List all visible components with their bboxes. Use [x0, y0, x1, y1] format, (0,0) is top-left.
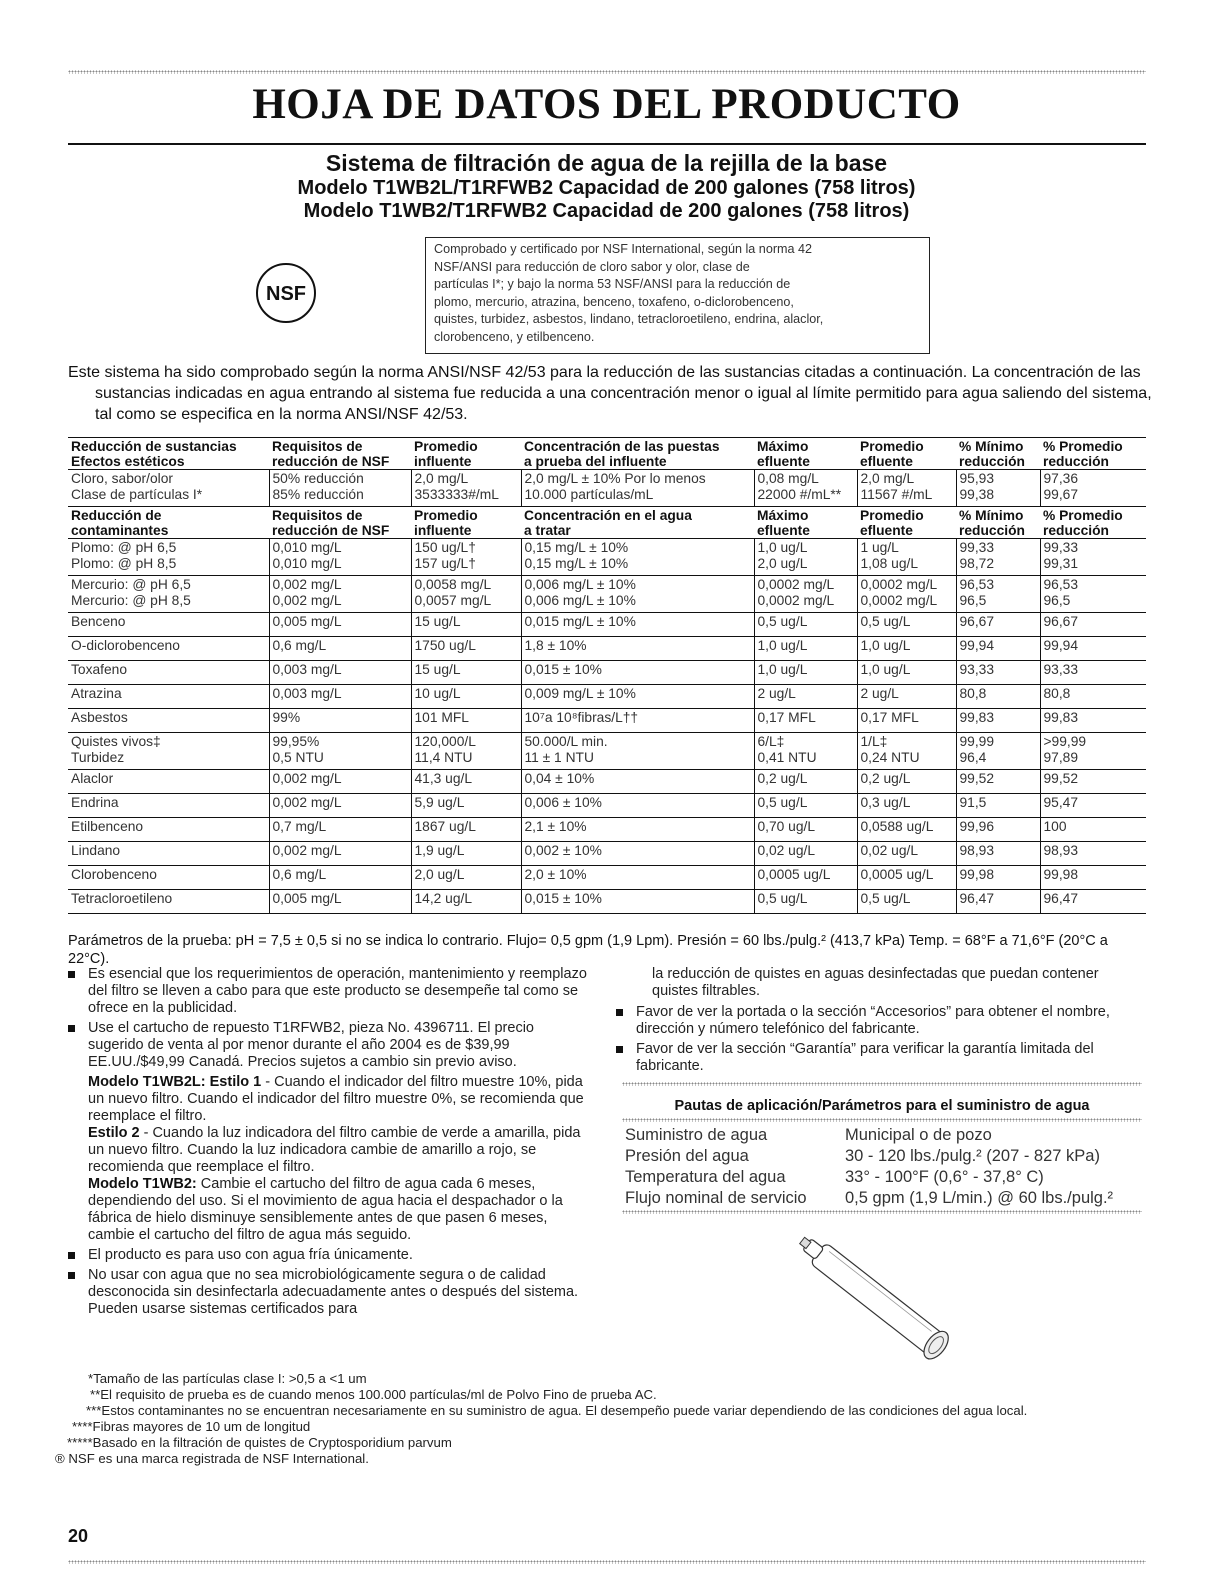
table-cell: 95,93 99,38 — [956, 470, 1040, 507]
guideline-value: 30 - 120 lbs./pulg.² (207 - 827 kPa) — [845, 1147, 1100, 1165]
table-cell: 0,002 mg/L 0,002 mg/L — [269, 576, 411, 613]
table-cell: 0,6 mg/L — [269, 637, 411, 661]
column-header: Promedio influente — [414, 439, 478, 469]
table-cell: Cloro, sabor/olor Clase de partículas I* — [71, 471, 203, 502]
table-cell: 0,5 ug/L — [857, 890, 956, 914]
top-dotted-rule — [68, 70, 1146, 74]
table-cell: 96,47 — [956, 890, 1040, 914]
guideline-label: Flujo nominal de servicio — [625, 1189, 807, 1207]
table-cell: 91,5 — [956, 794, 1040, 818]
table-cell: 95,47 — [1040, 794, 1146, 818]
column-header: Máximo efluente — [757, 439, 810, 469]
model-line-2: Modelo T1WB2/T1RFWB2 Capacidad de 200 galones (758 litros) — [303, 200, 910, 222]
bullet-text: Es esencial que los requerimientos de operación, mantenimiento y reemplazo del filtro se lleven a cabo para que este producto se desempeñe tal como se ofrece en la publicidad. — [88, 966, 587, 1016]
table-cell: Toxafeno — [71, 662, 127, 677]
model-t1wb2l-note — [68, 1074, 588, 1125]
table-cell: 0,7 mg/L — [269, 818, 411, 842]
column-header: Reducción de sustancias Efectos estéticos — [71, 439, 237, 469]
table-cell: 0,005 mg/L — [269, 613, 411, 637]
table-cell: Quistes vivos‡ Turbidez — [71, 734, 161, 765]
model-label: Modelo T1WB2L: — [88, 1074, 206, 1090]
filter-cartridge-icon — [780, 1230, 980, 1370]
footnote: **El requisito de prueba es de cuando menos 100.000 partículas/ml de Polvo Fino de prueba AC. — [90, 1387, 657, 1402]
table-cell: Tetracloroetileno — [71, 891, 173, 906]
table-header-row — [68, 438, 1146, 470]
table-row — [68, 866, 1146, 890]
table-cell: 96,47 — [1040, 890, 1146, 914]
bullet-icon — [68, 971, 75, 978]
table-cell: 99,99 96,4 — [956, 733, 1040, 770]
list-item — [68, 1247, 588, 1264]
table-cell: 1 ug/L 1,08 ug/L — [857, 539, 956, 576]
performance-data-table — [68, 437, 1146, 914]
table-cell: 0,0058 mg/L 0,0057 mg/L — [411, 576, 521, 613]
style-label: Estilo 2 — [88, 1125, 140, 1141]
table-cell: 99,52 — [956, 770, 1040, 794]
table-cell: 0,5 ug/L — [754, 794, 857, 818]
table-cell: 2,0 mg/L ± 10% Por lo menos 10.000 partículas/mL — [521, 470, 754, 507]
table-row — [68, 733, 1146, 770]
table-cell: 96,53 96,5 — [1040, 576, 1146, 613]
table-row — [68, 613, 1146, 637]
table-cell: 99,94 — [956, 637, 1040, 661]
table-cell: 1,9 ug/L — [411, 842, 521, 866]
table-cell: 2,1 ± 10% — [521, 818, 754, 842]
certification-box — [425, 237, 930, 354]
model-text: Cambie el cartucho del filtro de agua cada 6 meses, dependiendo del uso. Si el movimiento de agua hacia el despachador o la fábrica de hielo disminuye sensiblemente antes de que pasen 6 meses, cambie el cartucho del filtro de agua más seguido. — [88, 1176, 563, 1243]
table-cell: 0,002 mg/L — [269, 794, 411, 818]
list-item — [68, 1267, 588, 1318]
table-cell: Asbestos — [71, 710, 128, 725]
list-item — [616, 1004, 1146, 1038]
footnote: *Tamaño de las partículas clase I: >0,5 a <1 um — [88, 1371, 367, 1386]
model-t1wb2-note — [68, 1176, 588, 1244]
column-header: Requisitos de reducción de NSF — [272, 439, 390, 469]
table-cell: 0,02 ug/L — [754, 842, 857, 866]
table-row — [68, 794, 1146, 818]
table-cell: 0,04 ± 10% — [521, 770, 754, 794]
table-cell: 80,8 — [956, 685, 1040, 709]
table-cell: 0,010 mg/L 0,010 mg/L — [269, 539, 411, 576]
table-cell: Alaclor — [71, 771, 114, 786]
footnote: ***Estos contaminantes no se encuentran necesariamente en su suministro de agua. El desempeño puede variar dependiendo de las condiciones del agua local. — [86, 1403, 1028, 1418]
table-cell: 0,5 ug/L — [754, 890, 857, 914]
column-header: Promedio efluente — [860, 508, 924, 538]
table-cell: 0,6 mg/L — [269, 866, 411, 890]
table-cell: 0,0002 mg/L 0,0002 mg/L — [857, 576, 956, 613]
bullet-icon — [616, 1009, 623, 1016]
table-cell: 0,17 MFL — [754, 709, 857, 733]
test-parameters-text: Parámetros de la prueba: pH = 7,5 ± 0,5 si no se indica lo contrario. Flujo= 0,5 gpm (1,9 Lpm). Presión = 60 lbs./pulg.² (413,7 kPa) Temp. = 68°F a 71,6°F (20°C a 22°C). — [68, 933, 1108, 967]
table-cell: 10⁷a 10⁸fibras/L†† — [521, 709, 754, 733]
footnote: ® NSF es una marca registrada de NSF International. — [55, 1451, 369, 1466]
table-cell: 0,009 mg/L ± 10% — [521, 685, 754, 709]
table-cell: 2,0 ug/L — [411, 866, 521, 890]
table-cell: 0,5 ug/L — [857, 613, 956, 637]
table-cell: 1/L‡ 0,24 NTU — [857, 733, 956, 770]
style-text: - Cuando el indicador del filtro muestre 10%, pida un nuevo filtro. Cuando el indicador del filtro muestre 0%, se recomienda que reemplace el filtro. — [88, 1074, 584, 1124]
table-cell: 2,0 mg/L 3533333#/mL — [411, 470, 521, 507]
table-cell: 0,0588 ug/L — [857, 818, 956, 842]
table-row — [625, 1188, 1145, 1209]
table-cell: 2 ug/L — [857, 685, 956, 709]
guideline-label: Temperatura del agua — [625, 1168, 786, 1186]
list-item — [68, 966, 588, 1017]
intro-text: Este sistema ha sido comprobado según la norma ANSI/NSF 42/53 para la reducción de las sustancias citadas a continuación. La concentración de las sustancias indicadas en agua entrando al sistema fue reducida a una concentración menor o igual al límite permitido para agua saliendo del sistema, tal como se especifica en la norma ANSI/NSF 42/53. — [68, 364, 1152, 423]
column-header: % Promedio reducción — [1043, 439, 1123, 469]
table-cell: 0,08 mg/L 22000 #/mL** — [754, 470, 857, 507]
list-item — [616, 1041, 1146, 1075]
table-cell: 0,002 mg/L — [269, 842, 411, 866]
table-cell: 120,000/L 11,4 NTU — [411, 733, 521, 770]
table-cell: 0,002 ± 10% — [521, 842, 754, 866]
footnote: *****Basado en la filtración de quistes de Cryptosporidium parvum — [67, 1435, 452, 1450]
style-2-note — [68, 1125, 588, 1176]
column-header: % Mínimo reducción — [959, 508, 1025, 538]
guidelines-table — [625, 1125, 1145, 1209]
column-header: Máximo efluente — [757, 508, 810, 538]
table-cell: Lindano — [71, 843, 121, 858]
guidelines-dotted-rule — [622, 1118, 1142, 1122]
table-cell: 0,006 ± 10% — [521, 794, 754, 818]
table-cell: 99,96 — [956, 818, 1040, 842]
intro-paragraph — [68, 362, 1153, 425]
bullet-text: No usar con agua que no sea microbiológicamente segura o de calidad desconocida sin desinfectarla adecuadamente antes o después del sistema. Pueden usarse sistemas certificados para — [88, 1267, 579, 1317]
table-cell: 0,3 ug/L — [857, 794, 956, 818]
column-header: % Mínimo reducción — [959, 439, 1025, 469]
table-cell: 15 ug/L — [411, 613, 521, 637]
table-cell: 0,0005 ug/L — [754, 866, 857, 890]
table-row — [68, 539, 1146, 576]
table-cell: 99% — [269, 709, 411, 733]
table-row — [68, 661, 1146, 685]
guideline-label: Suministro de agua — [625, 1126, 768, 1144]
nsf-logo-text: NSF — [266, 283, 306, 305]
cert-line: quistes, turbidez, asbestos, lindano, tetracloroetileno, endrina, alaclor, — [434, 312, 824, 326]
table-cell: 99,98 — [1040, 866, 1146, 890]
table-cell: 1,0 ug/L — [754, 637, 857, 661]
title-rule — [68, 143, 1146, 145]
test-parameters — [68, 932, 1153, 968]
table-cell: 0,015 ± 10% — [521, 890, 754, 914]
table-row — [68, 709, 1146, 733]
table-cell: 41,3 ug/L — [411, 770, 521, 794]
table-cell: 0,003 mg/L — [269, 685, 411, 709]
model-label: Modelo T1WB2: — [88, 1176, 197, 1192]
table-cell: Etilbenceno — [71, 819, 144, 834]
bullet-icon — [68, 1272, 75, 1279]
table-cell: 50% reducción 85% reducción — [269, 470, 411, 507]
guideline-label: Presión del agua — [625, 1147, 749, 1165]
table-cell: 2,0 mg/L 11567 #/mL — [857, 470, 956, 507]
nsf-logo-icon — [255, 262, 317, 324]
bullet-text: Favor de ver la portada o la sección “Accesorios” para obtener el nombre, dirección y número telefónico del fabricante. — [636, 1004, 1110, 1037]
cert-line: partículas I*; y bajo la norma 53 NSF/ANSI para la reducción de — [434, 277, 791, 291]
guideline-value: 33° - 100°F (0,6° - 37,8° C) — [845, 1168, 1044, 1186]
table-cell: 0,006 mg/L ± 10% 0,006 mg/L ± 10% — [521, 576, 754, 613]
table-cell: Clorobenceno — [71, 867, 157, 882]
table-cell: Mercurio: @ pH 6,5 Mercurio: @ pH 8,5 — [71, 577, 191, 608]
product-subtitle: Sistema de filtración de agua de la rejilla de la base — [325, 150, 888, 176]
table-cell: 1,0 ug/L — [857, 661, 956, 685]
guidelines-dotted-rule — [622, 1210, 1142, 1214]
table-cell: 99,95% 0,5 NTU — [269, 733, 411, 770]
table-cell: 98,93 — [956, 842, 1040, 866]
table-cell: 6/L‡ 0,41 NTU — [754, 733, 857, 770]
table-cell: Endrina — [71, 795, 119, 810]
table-cell: 2,0 ± 10% — [521, 866, 754, 890]
table-cell: 0,70 ug/L — [754, 818, 857, 842]
table-cell: 2 ug/L — [754, 685, 857, 709]
table-cell: 1867 ug/L — [411, 818, 521, 842]
bullet-icon — [68, 1025, 75, 1032]
page-title: HOJA DE DATOS DEL PRODUCTO — [252, 81, 961, 128]
table-row — [625, 1146, 1145, 1167]
table-cell: >99,99 97,89 — [1040, 733, 1146, 770]
table-cell: 96,53 96,5 — [956, 576, 1040, 613]
table-cell: 0,2 ug/L — [857, 770, 956, 794]
column-header: Promedio efluente — [860, 439, 924, 469]
column-header: Reducción de contaminantes — [71, 508, 169, 538]
table-cell: 1,8 ± 10% — [521, 637, 754, 661]
table-cell: 99,94 — [1040, 637, 1146, 661]
cert-line: clorobenceno, y etilbenceno. — [434, 329, 595, 344]
table-cell: 0,005 mg/L — [269, 890, 411, 914]
table-cell: Atrazina — [71, 686, 122, 701]
table-cell: 99,52 — [1040, 770, 1146, 794]
table-cell: 80,8 — [1040, 685, 1146, 709]
table-row — [68, 818, 1146, 842]
table-cell: 98,93 — [1040, 842, 1146, 866]
style-label: Estilo 1 — [209, 1074, 262, 1090]
table-cell: 14,2 ug/L — [411, 890, 521, 914]
table-cell: 100 — [1040, 818, 1146, 842]
table-row — [68, 470, 1146, 507]
table-row — [68, 890, 1146, 914]
table-cell: 10 ug/L — [411, 685, 521, 709]
bullet-text: El producto es para uso con agua fría únicamente. — [88, 1247, 413, 1263]
table-cell: 99,83 — [1040, 709, 1146, 733]
continued-text: la reducción de quistes en aguas desinfectadas que puedan contener quistes filtrables. — [652, 966, 1099, 999]
table-cell: 1,0 ug/L — [857, 637, 956, 661]
guideline-value: 0,5 gpm (1,9 L/min.) @ 60 lbs./pulg.² — [845, 1189, 1114, 1207]
left-column — [68, 966, 588, 1321]
table-cell: Benceno — [71, 614, 126, 629]
bottom-dotted-rule — [68, 1560, 1146, 1564]
style-text: - Cuando la luz indicadora del filtro cambie de verde a amarilla, pida un nuevo filtro. Cuando la luz indicadora cambie de amarillo a rojo, se recomienda que reemplace el filtro. — [88, 1125, 581, 1175]
footnote: ****Fibras mayores de 10 um de longitud — [72, 1419, 311, 1434]
table-cell: 0,0002 mg/L 0,0002 mg/L — [754, 576, 857, 613]
table-cell: 0,5 ug/L — [754, 613, 857, 637]
column-header: Concentración en el agua a tratar — [524, 508, 692, 538]
table-cell: 0,003 mg/L — [269, 661, 411, 685]
table-row — [68, 842, 1146, 866]
table-row — [68, 576, 1146, 613]
table-cell: 50.000/L min. 11 ± 1 NTU — [521, 733, 754, 770]
cert-line: NSF/ANSI para reducción de cloro sabor y olor, clase de — [434, 259, 750, 274]
bullet-text: Use el cartucho de repuesto T1RFWB2, pieza No. 4396711. El precio sugerido de venta al por menor durante el año 2004 es de $39,99 EE.UU./$49,99 Canadá. Precios sujetos a cambio sin previo aviso. — [88, 1020, 534, 1070]
table-row — [68, 770, 1146, 794]
table-cell: 99,33 98,72 — [956, 539, 1040, 576]
cert-line: plomo, mercurio, atrazina, benceno, toxafeno, o-diclorobenceno, — [434, 294, 794, 309]
bullet-icon — [68, 1252, 75, 1259]
table-cell: 93,33 — [1040, 661, 1146, 685]
bullet-text: Favor de ver la sección “Garantía” para verificar la garantía limitada del fabricante. — [636, 1041, 1094, 1074]
table-cell: 150 ug/L† 157 ug/L† — [411, 539, 521, 576]
table-cell: 99,83 — [956, 709, 1040, 733]
table-cell: 1,0 ug/L 2,0 ug/L — [754, 539, 857, 576]
column-header: Promedio influente — [414, 508, 478, 538]
table-cell: 99,33 99,31 — [1040, 539, 1146, 576]
table-cell: 1750 ug/L — [411, 637, 521, 661]
table-cell: 0,015 ± 10% — [521, 661, 754, 685]
guidelines-dotted-rule — [622, 1082, 1142, 1086]
table-cell: 96,67 — [956, 613, 1040, 637]
table-row — [68, 637, 1146, 661]
table-cell: 1,0 ug/L — [754, 661, 857, 685]
table-cell: O-diclorobenceno — [71, 638, 180, 653]
guidelines-title: Pautas de aplicación/Parámetros para el suministro de agua — [674, 1098, 1090, 1114]
footnotes — [50, 1371, 1150, 1467]
model-line-1: Modelo T1WB2L/T1RFWB2 Capacidad de 200 galones (758 litros) — [297, 177, 916, 199]
table-cell: 93,33 — [956, 661, 1040, 685]
table-cell: 0,17 MFL — [857, 709, 956, 733]
cert-line: Comprobado y certificado por NSF International, según la norma 42 — [434, 242, 813, 256]
table-row — [68, 685, 1146, 709]
column-header: Concentración de las puestas a prueba del influente — [524, 439, 720, 469]
table-cell: 99,98 — [956, 866, 1040, 890]
list-item — [68, 1020, 588, 1071]
table-cell: 0,15 mg/L ± 10% 0,15 mg/L ± 10% — [521, 539, 754, 576]
table-row — [625, 1125, 1145, 1146]
guideline-value: Municipal o de pozo — [845, 1126, 992, 1144]
table-cell: Plomo: @ pH 6,5 Plomo: @ pH 8,5 — [71, 540, 177, 571]
table-header-row — [68, 507, 1146, 539]
table-cell: 0,2 ug/L — [754, 770, 857, 794]
table-row — [625, 1167, 1145, 1188]
bullet-icon — [616, 1046, 623, 1053]
right-column — [616, 966, 1146, 1078]
table-cell: 96,67 — [1040, 613, 1146, 637]
column-header: Requisitos de reducción de NSF — [272, 508, 390, 538]
table-cell: 0,02 ug/L — [857, 842, 956, 866]
table-cell: 5,9 ug/L — [411, 794, 521, 818]
table-cell: 0,0005 ug/L — [857, 866, 956, 890]
page-number: 20 — [68, 1526, 89, 1546]
table-cell: 15 ug/L — [411, 661, 521, 685]
table-cell: 101 MFL — [411, 709, 521, 733]
table-cell: 97,36 99,67 — [1040, 470, 1146, 507]
table-cell: 0,015 mg/L ± 10% — [521, 613, 754, 637]
table-cell: 0,002 mg/L — [269, 770, 411, 794]
column-header: % Promedio reducción — [1043, 508, 1123, 538]
